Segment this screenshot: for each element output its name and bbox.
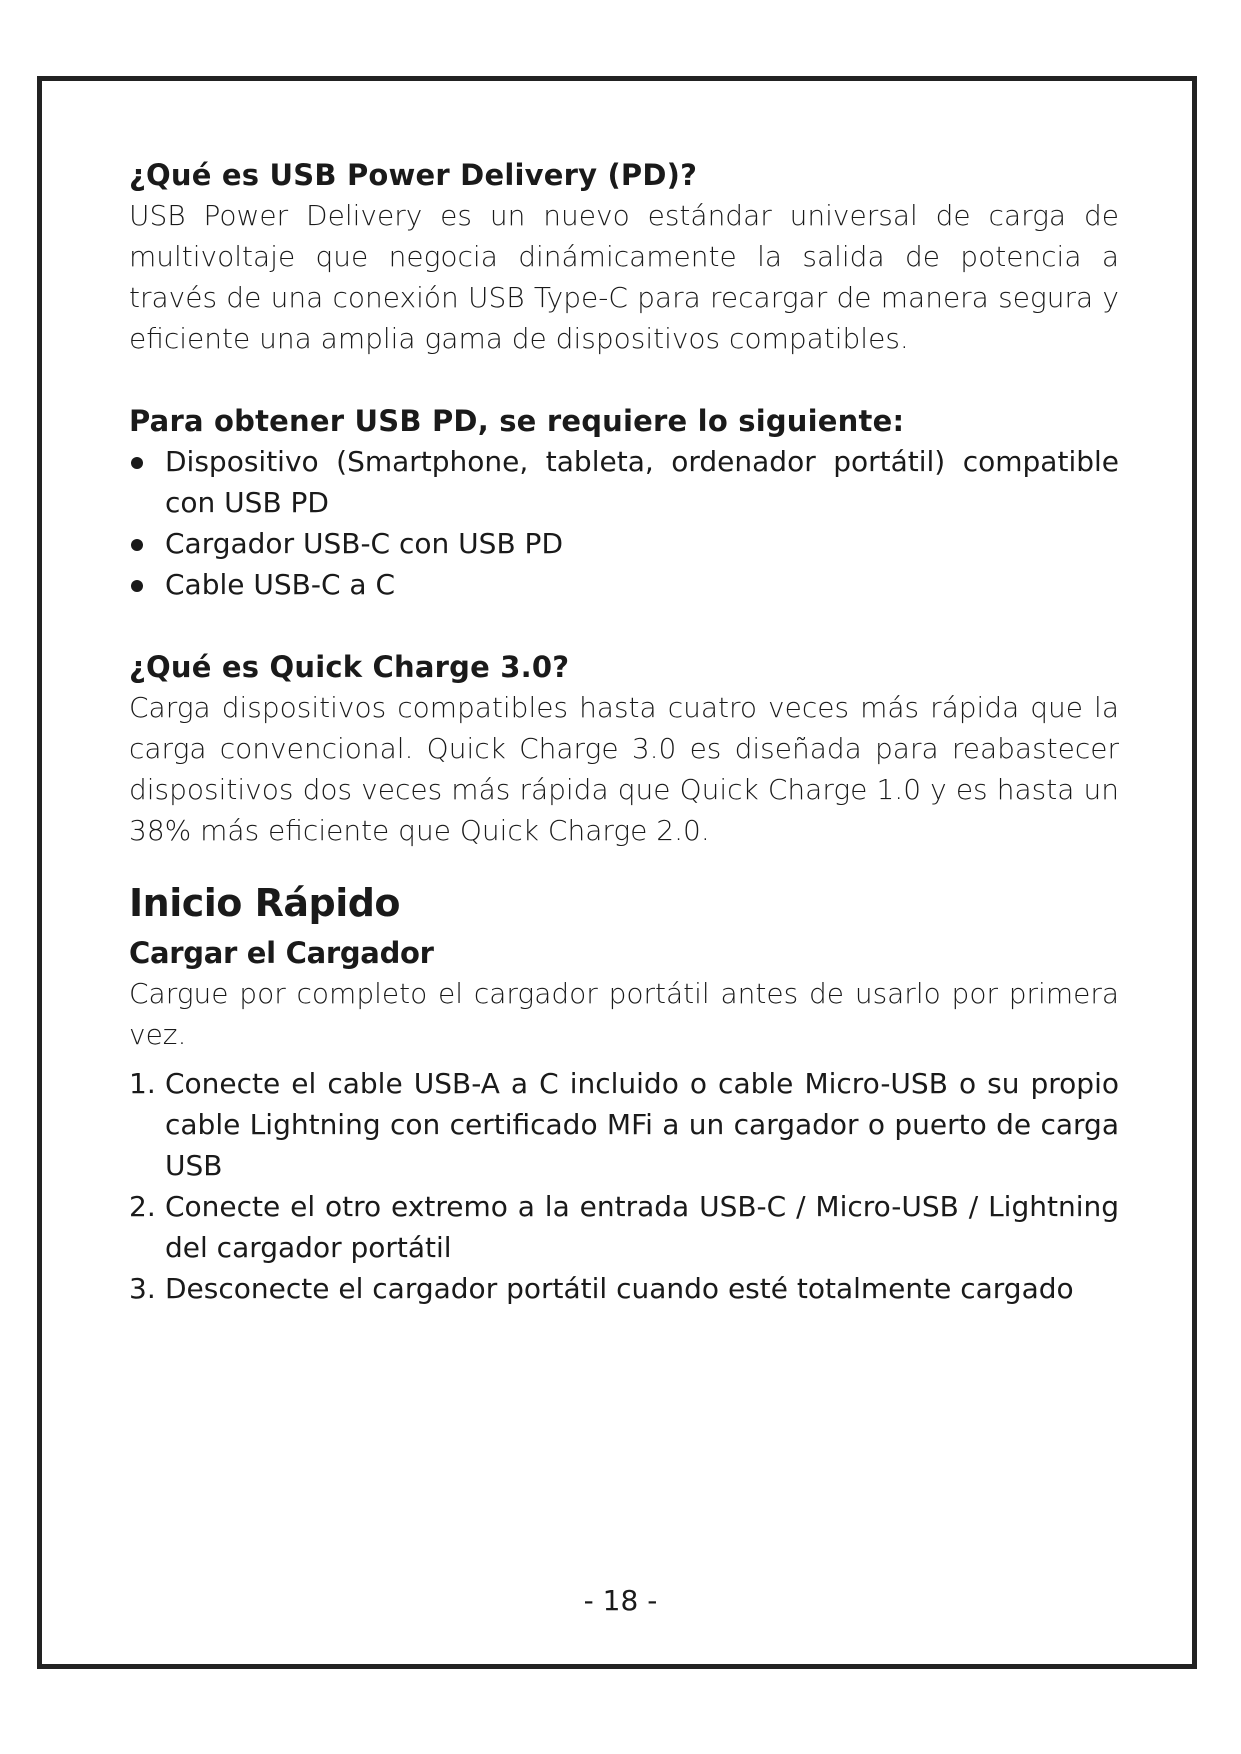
qc-description: Carga dispositivos compatibles hasta cuatro veces más rápida que la carga convencional. Quick Charge 3.0 es diseñada para reabastecer dispositivos dos veces más rápida que Quick Charge 1.0 y es hasta un 38% más eficiente que Quick Charge 2.0. [129,691,1119,847]
bullet-icon [131,539,143,551]
list-item-text: Dispositivo (Smartphone, tableta, ordenador portátil) compatible con USB PD [165,445,1119,519]
charge-charger-heading: Cargar el Cargador [129,936,434,970]
pd-description: USB Power Delivery es un nuevo estándar universal de carga de multivoltaje que negocia dinámicamente la salida de potencia a través de una conexión USB Type-C para recargar de manera segura y eficiente una amplia gama de dispositivos compatibles. [129,199,1119,355]
pd-heading: ¿Qué es USB Power Delivery (PD)? [129,158,698,192]
step-item [129,1186,1119,1268]
step-text: Conecte el otro extremo a la entrada USB-C / Micro-USB / Lightning del cargador portátil [165,1190,1119,1264]
list-item [129,441,1119,523]
list-item-text: Cargador USB-C con USB PD [165,527,564,560]
bullet-icon [131,457,143,469]
step-text: Conecte el cable USB-A a C incluido o cable Micro-USB o su propio cable Lightning con certificado MFi a un cargador o puerto de carga USB [165,1067,1119,1182]
bullet-icon [131,580,143,592]
list-item [129,564,1119,605]
step-number: 3. [129,1272,156,1305]
step-text: Desconecte el cargador portátil cuando esté totalmente cargado [165,1272,1074,1305]
charging-steps [129,1063,1119,1309]
list-item [129,523,1119,564]
step-item [129,1063,1119,1186]
qc-heading: ¿Qué es Quick Charge 3.0? [129,650,570,684]
page-content [129,155,1119,1309]
requirements-heading: Para obtener USB PD, se requiere lo siguiente: [129,404,905,438]
page-number: - 18 - [583,1584,658,1617]
step-number: 2. [129,1190,156,1223]
charge-intro: Cargue por completo el cargador portátil antes de usarlo por primera vez. [129,977,1119,1051]
step-number: 1. [129,1067,156,1100]
list-item-text: Cable USB-C a C [165,568,396,601]
requirements-list [129,441,1119,605]
step-item [129,1268,1119,1309]
quick-start-title: Inicio Rápido [129,881,401,925]
